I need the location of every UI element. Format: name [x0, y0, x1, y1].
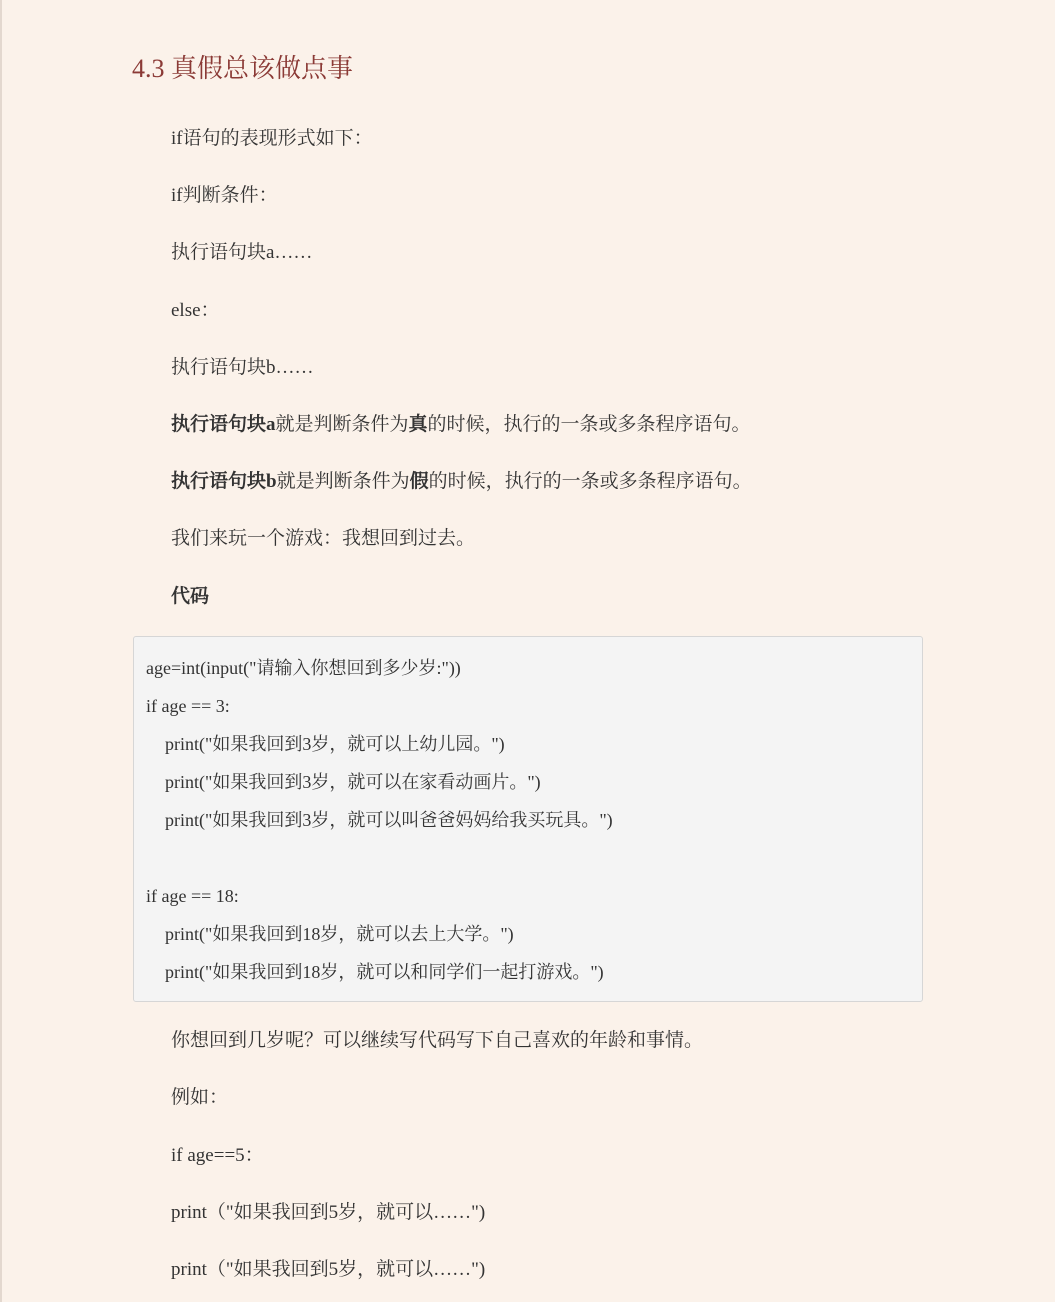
- explain-block-b: [171, 468, 752, 496]
- question-paragraph: 你想回到几岁呢？可以继续写代码写下自己喜欢的年龄和事情。: [171, 1030, 704, 1051]
- explain-block-a-term: 执行语句块a: [171, 414, 276, 435]
- explain-block-a-text2: 的时候，执行的一条或多条程序语句。: [427, 414, 751, 435]
- code-line: age=int(input("请输入你想回到多少岁:")): [146, 658, 461, 678]
- example-line: print（"如果我回到5岁，就可以……"): [171, 1202, 486, 1223]
- explain-block-a-text1: 就是判断条件为: [275, 414, 409, 435]
- syntax-if-line: if判断条件：: [171, 185, 278, 206]
- explain-block-b-text1: 就是判断条件为: [276, 471, 410, 492]
- code-line: print("如果我回到3岁，就可以上幼儿园。"): [165, 734, 505, 754]
- example-line: if age==5：: [171, 1145, 264, 1166]
- code-line: print("如果我回到3岁，就可以在家看动画片。"): [165, 772, 541, 792]
- code-line: if age == 3:: [146, 696, 230, 716]
- syntax-block-b-line: 执行语句块b……: [171, 357, 314, 378]
- explain-block-a: [171, 411, 751, 439]
- example-label: 例如：: [171, 1087, 229, 1108]
- syntax-else-line: else：: [171, 300, 220, 321]
- code-line: print("如果我回到18岁，就可以和同学们一起打游戏。"): [165, 962, 604, 982]
- syntax-block-a-line: 执行语句块a……: [171, 242, 313, 263]
- code-line: print("如果我回到18岁，就可以去上大学。"): [165, 924, 514, 944]
- section-heading: 4.3 真假总该做点事: [132, 54, 354, 83]
- code-line: if age == 18:: [146, 886, 239, 906]
- explain-block-b-term: 执行语句块b: [171, 471, 277, 492]
- code-block: [133, 636, 923, 1002]
- code-label: 代码: [171, 586, 210, 607]
- game-intro-paragraph: 我们来玩一个游戏：我想回到过去。: [171, 528, 476, 549]
- example-line: print（"如果我回到5岁，就可以……"): [171, 1259, 486, 1280]
- explain-block-a-true: 真: [408, 414, 428, 435]
- explain-block-b-text2: 的时候，执行的一条或多条程序语句。: [428, 471, 752, 492]
- explain-block-b-false: 假: [409, 471, 429, 492]
- code-line: print("如果我回到3岁，就可以叫爸爸妈妈给我买玩具。"): [165, 810, 613, 830]
- intro-paragraph: if语句的表现形式如下：: [171, 128, 373, 149]
